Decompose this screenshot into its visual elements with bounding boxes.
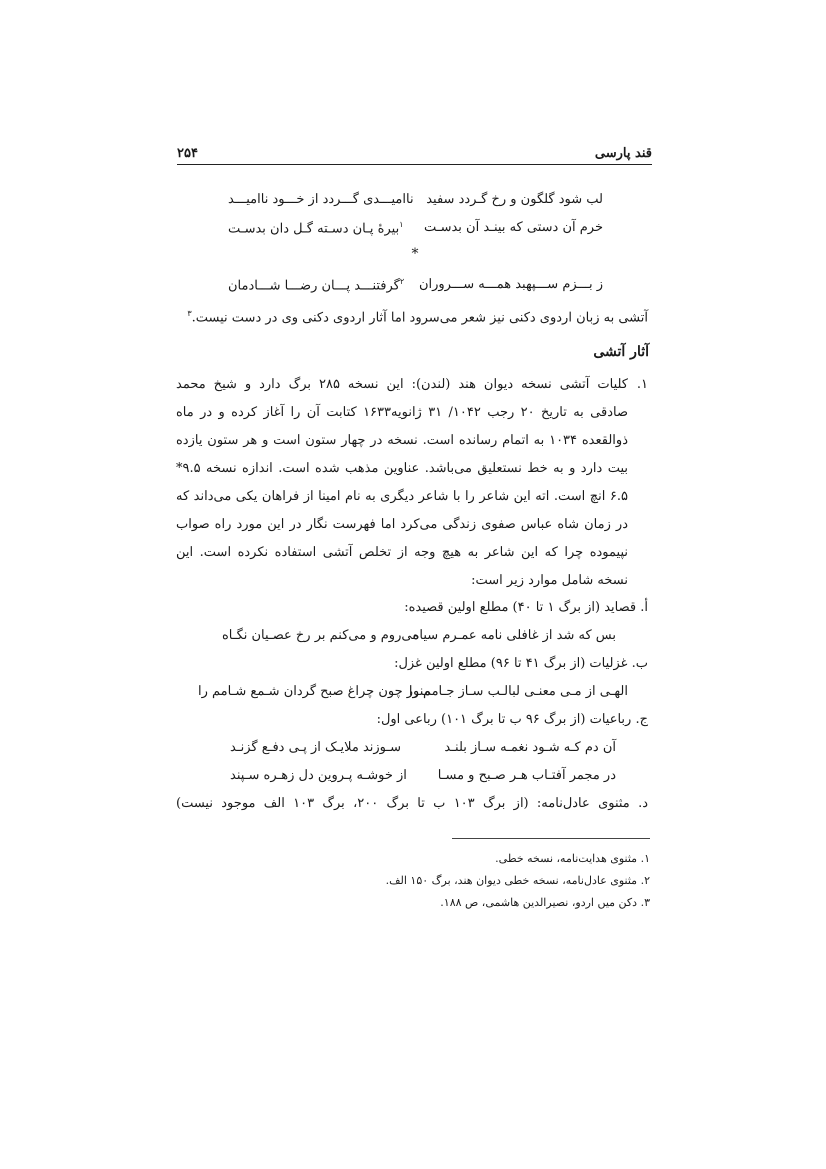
item-1-line: نسخه شامل موارد زیر است: (471, 573, 628, 588)
sub-b-label: ب. (631, 656, 648, 671)
item-1-line: ذوالقعده ۱۰۳۴ به اتمام رسانده است. نسخه در چهار ستون است و هر ستون یازده (176, 433, 628, 448)
verse-2-left: $^۱$بيرهٔ پـان دسـته گـل دان بدسـت (228, 220, 404, 237)
footnote-3-number: ۳. (640, 896, 650, 909)
item-1-line: نپیموده چرا که این شاعر به هیچ وجه از تخلص آتشی استفاده نکرده است. این (176, 545, 628, 560)
sub-a-text: قصاید (از برگ ۱ تا ۴۰) مطلع اولین قصیده: (404, 600, 637, 615)
sub-c-text: رباعیات (از برگ ۹۶ ب تا برگ ۱۰۱) رباعی اول: (376, 712, 632, 727)
sub-a-verse-left: می‌روم و می‌کنم بر رخ عصـیان نگـاه (222, 628, 420, 643)
item-1-body (176, 371, 628, 595)
sub-c-label: ج. (635, 712, 648, 727)
sub-c-verse-1-right: آن دم کـه شـود نغمـه سـاز بلنـد (444, 740, 616, 755)
footnote-divider (452, 838, 650, 839)
footnote-3-text: دکن میں اردو، نصیرالدین هاشمی، ص ۱۸۸. (440, 896, 638, 909)
sub-a-verse-right: بس که شد از غافلی نامه عمـرم سیاه (412, 628, 616, 643)
sub-a-heading (404, 600, 648, 615)
sub-c-verse-1-left: سـوزند ملايـک از پـی دفـع گزنـد (230, 740, 402, 755)
footnote-1-number: ۱. (640, 852, 650, 865)
sub-c-verse-2-left: از خوشـه پـروين دل زهـره سـپند (230, 768, 407, 783)
footnote-ref-3: ۳ (187, 309, 192, 318)
item-1-line: بیت دارد و به خط نستعلیق می‌باشد. عناوین مذهب شده است. اندازه نسخه ۹.۵* (176, 461, 628, 476)
footnote-ref-2: ۲ (399, 277, 405, 286)
sub-b-verse-right: الهـی از مـی معنـی لبالـب سـاز جـامم را (408, 684, 628, 699)
section-separator-star: * (411, 246, 419, 262)
sub-d-label: د. (638, 796, 648, 811)
verse-3-right: ز بـــزم ســـپهبد همـــه ســـروران (418, 277, 603, 292)
sub-a-label: أ. (640, 600, 648, 615)
sub-c-verse-2-right: در مجمر آفتـاب هـر صـبح و مسـا (437, 768, 616, 783)
item-1-line: کلیات آتشی نسخه دیوان هند (لندن): این نسخه ۲۸۵ برگ دارد و شیخ محمد (176, 377, 628, 392)
sub-d-line (176, 796, 648, 811)
verse-2-right: خرم آن دستی که بینـد آن بدسـت (424, 220, 603, 235)
footnote-1 (495, 852, 650, 865)
sub-b-text: غزلیات (از برگ ۴۱ تا ۹۶) مطلع اولین غزل: (394, 656, 628, 671)
footnote-3 (440, 896, 650, 909)
header-title: قند پارسی (594, 145, 652, 161)
footnote-2-number: ۲. (640, 874, 650, 887)
section-title: آثار آتشی (593, 344, 649, 360)
verse-1-left: نااميـــدی گـــردد از خـــود نااميـــد (228, 192, 414, 207)
item-1-line: صادقی به تاریخ ۲۰ رجب ۱۰۴۲/ ۳۱ ژانویه۱۶۳۳ کتابت آن را آغاز کرده و در ماه (176, 405, 628, 420)
verse-3-left: $^۲$گرفتنـــد پـــان رضـــا شـــادمان (228, 277, 405, 294)
footnote-2-text: مثنوی عادل‌نامه، نسخه خطی دیوان هند، برگ ۱۵۰ الف. (385, 874, 638, 887)
footnote-2 (386, 874, 650, 887)
item-1-line: در زمان شاه عباس صفوی زندگی می‌کرد اما فهرست نگار در این مورد راه صواب (176, 517, 628, 532)
verse-1-right: لب شود گلگون و رخ گـردد سفید (426, 192, 603, 207)
intro-paragraph: آتشی به زبان اردوی دکنی نیز شعر می‌سرود اما آثار اردوی دکنی وی در دست نیست.$^۳$ (187, 309, 648, 326)
sub-d-text: مثنوی عادل‌نامه: (از برگ ۱۰۳ ب تا برگ ۲۰۰، برگ ۱۰۳ الف موجود نیست) (176, 796, 630, 811)
footnote-1-text: مثنوی هدایت‌نامه، نسخه خطی. (495, 852, 638, 865)
footnote-ref-1: ۱ (399, 220, 404, 229)
running-header (177, 142, 652, 165)
item-1-label: ۱. (636, 377, 648, 392)
sub-c-heading (377, 712, 648, 727)
sub-b-heading (394, 656, 648, 671)
page-number: ۲۵۴ (177, 145, 198, 161)
sub-b-verse-left: منور چون چراغ صبح گردان شـمع شـامم را (198, 684, 431, 699)
item-1-line: ۶.۵ انچ است. اته این شاعر را با شاعر دیگری به نام امینا از فراهان یکی می‌داند که (176, 489, 628, 504)
